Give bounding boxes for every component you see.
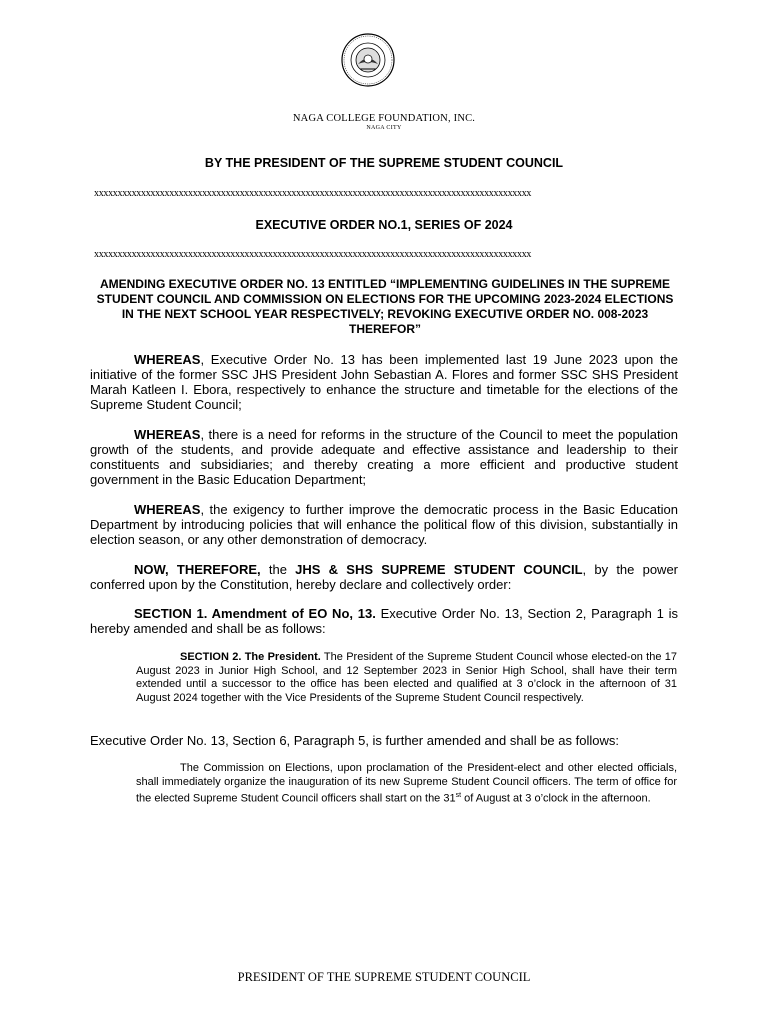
- now-therefore-paragraph: NOW, THEREFORE, the JHS & SHS SUPREME STUDENT COUNCIL, by the power conferred upon by the Constitution, hereby declare and collectively order:: [90, 562, 679, 592]
- separator-line: xxxxxxxxxxxxxxxxxxxxxxxxxxxxxxxxxxxxxxxxxxxxxxxxxxxxxxxxxxxxxxxxxxxxxxxxxxxxxxxxxxxxxxxxxxxxx: [94, 250, 532, 260]
- section-6-amendment-intro: Executive Order No. 13, Section 6, Paragraph 5, is further amended and shall be as follows:: [90, 733, 619, 748]
- separator-line: xxxxxxxxxxxxxxxxxxxxxxxxxxxxxxxxxxxxxxxxxxxxxxxxxxxxxxxxxxxxxxxxxxxxxxxxxxxxxxxxxxxxxxxxxxxxx: [94, 189, 532, 199]
- whereas-paragraph-2: WHEREAS, there is a need for reforms in the structure of the Council to meet the population growth of the students, and provide adequate and effective assistance and leadership to their constituents and subsidiaries; and thereby creating a more efficient and productive student government in the Basic Education Department;: [90, 427, 678, 487]
- signatory-title: PRESIDENT OF THE SUPREME STUDENT COUNCIL: [237, 970, 531, 984]
- organization-city: NAGA CITY: [366, 125, 402, 131]
- organization-name: NAGA COLLEGE FOUNDATION, INC.: [292, 113, 476, 124]
- section-6-amendment-quote: The Commission on Elections, upon proclamation of the President-elect and other elected officials, shall immediately organize the inauguration of its new Supreme Student Council officers. The term of office for the elected Supreme Student Council officers shall start on the 31st of August at 3 o’clock in the afternoon.: [136, 762, 677, 805]
- section-2-amendment-quote: SECTION 2. The President. The President of the Supreme Student Council whose elected-on the 17 August 2023 in Junior High School, and 12 September 2023 in Senior High School, shall have their term extended until a successor to the office has been elected and qualified at 3 o’clock in the afternoon of 31 August 2024 together with the Vice Presidents of the Supreme Student Council respectively.: [136, 651, 677, 704]
- whereas-paragraph-3: WHEREAS, the exigency to further improve the democratic process in the Basic Education Department by introducing policies that will enhance the political flow of this division, substantially in election season, or any other demonstration of democracy.: [90, 502, 678, 547]
- issuer-heading: BY THE PRESIDENT OF THE SUPREME STUDENT COUNCIL: [204, 156, 564, 170]
- council-seal-logo: [341, 33, 395, 87]
- executive-order-title: EXECUTIVE ORDER NO.1, SERIES OF 2024: [255, 218, 513, 232]
- order-subject-title: AMENDING EXECUTIVE ORDER NO. 13 ENTITLED “IMPLEMENTING GUIDELINES IN THE SUPREME STUDENT COUNCIL AND COMMISSION ON ELECTIONS FOR THE UPCOMING 2023-2024 ELECTIONS IN THE NEXT SCHOOL YEAR RESPECTIVELY; REVOKING EXECUTIVE ORDER NO. 008-2023 THEREFOR”: [96, 277, 674, 336]
- whereas-paragraph-1: WHEREAS, Executive Order No. 13 has been implemented last 19 June 2023 upon the initiative of the former SSC JHS President John Sebastian A. Flores and former SSC SHS President Marah Katleen I. Ebora, respectively to enhance the structure and timetable for the elections of the Supreme Student Council;: [90, 352, 678, 412]
- section-1-paragraph: SECTION 1. Amendment of EO No, 13. Executive Order No. 13, Section 2, Paragraph 1 is hereby amended and shall be as follows:: [90, 606, 678, 636]
